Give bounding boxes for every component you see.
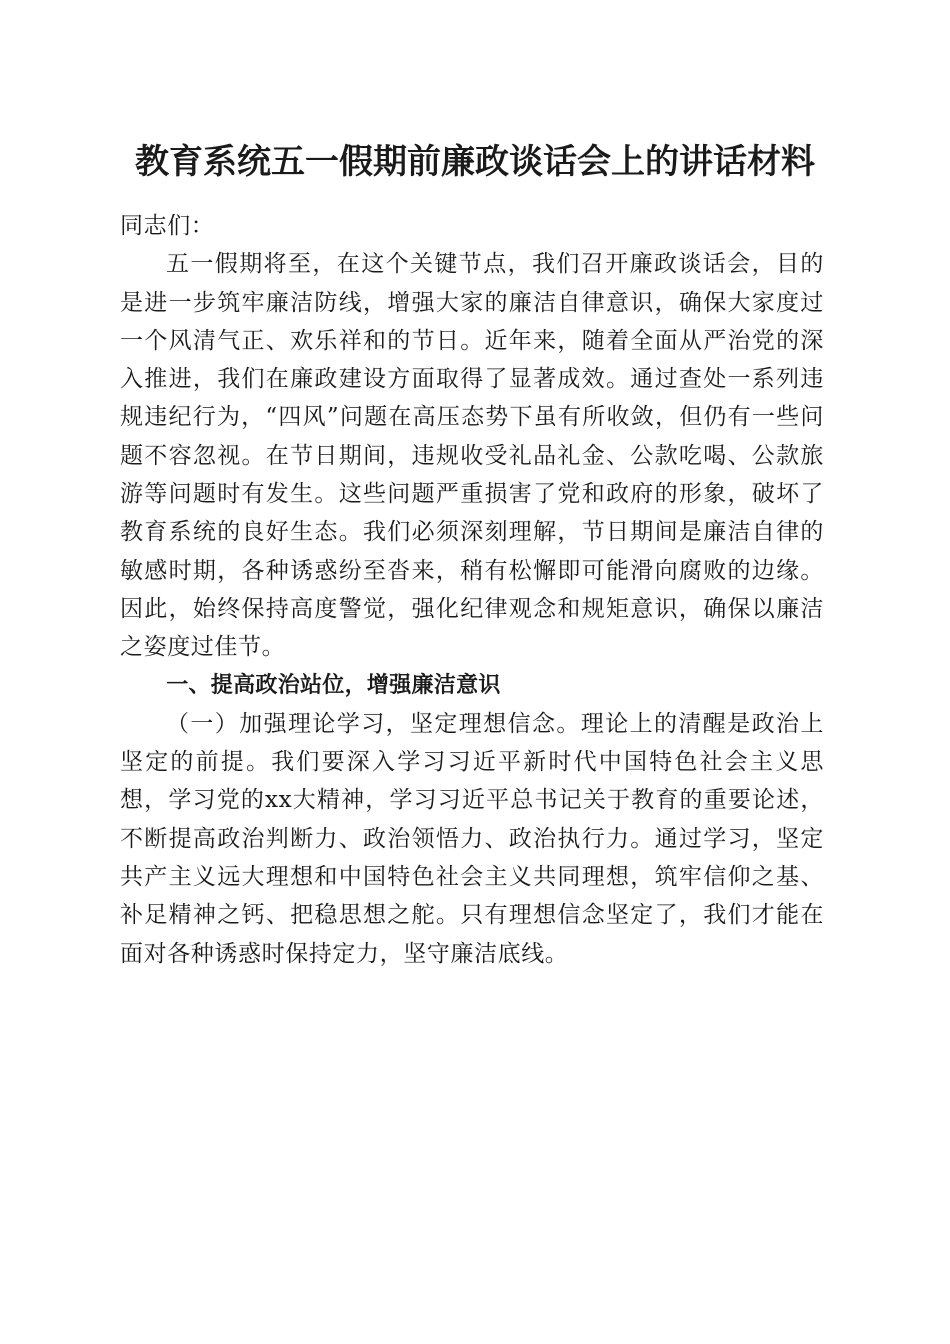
section-heading-1: 一、提高政治站位，增强廉洁意识 <box>166 672 501 698</box>
salutation: 同志们： <box>120 213 215 239</box>
document-title: 教育系统五一假期前廉政谈话会上的讲话材料 <box>135 142 815 182</box>
document-body <box>120 207 824 973</box>
intro-paragraph: 五一假期将至，在这个关键节点，我们召开廉政谈话会，目的是进一步筑牢廉洁防线，增强大家的廉洁自律意识，确保大家度过一个风清气正、欢乐祥和的节日。近年来，随着全面从严治党的深入推进，我们在廉政建设方面取得了显著成效。通过查处一系列违规违纪行为，“四风”问题在高压态势下虽有所收敛，但仍有一些问题不容忽视。在节日期间，违规收受礼品礼金、公款吃喝、公款旅游等问题时有发生。这些问题严重损害了党和政府的形象，破坏了教育系统的良好生态。我们必须深刻理解，节日期间是廉洁自律的敏感时期，各种诱惑纷至沓来，稍有松懈即可能滑向腐败的边缘。因此，始终保持高度警觉，强化纪律观念和规矩意识，确保以廉洁之姿度过佳节。 <box>120 251 824 661</box>
section-1-paragraph-1: （一）加强理论学习，坚定理想信念。理论上的清醒是政治上坚定的前提。我们要深入学习习近平新时代中国特色社会主义思想，学习党的xx大精神，学习习近平总书记关于教育的重要论述，不断提高政治判断力、政治领悟力、政治执行力。通过学习，坚定共产主义远大理想和中国特色社会主义共同理想，筑牢信仰之基、补足精神之钙、把稳思想之舵。只有理想信念坚定了，我们才能在面对各种诱惑时保持定力，坚守廉洁底线。 <box>120 710 824 967</box>
